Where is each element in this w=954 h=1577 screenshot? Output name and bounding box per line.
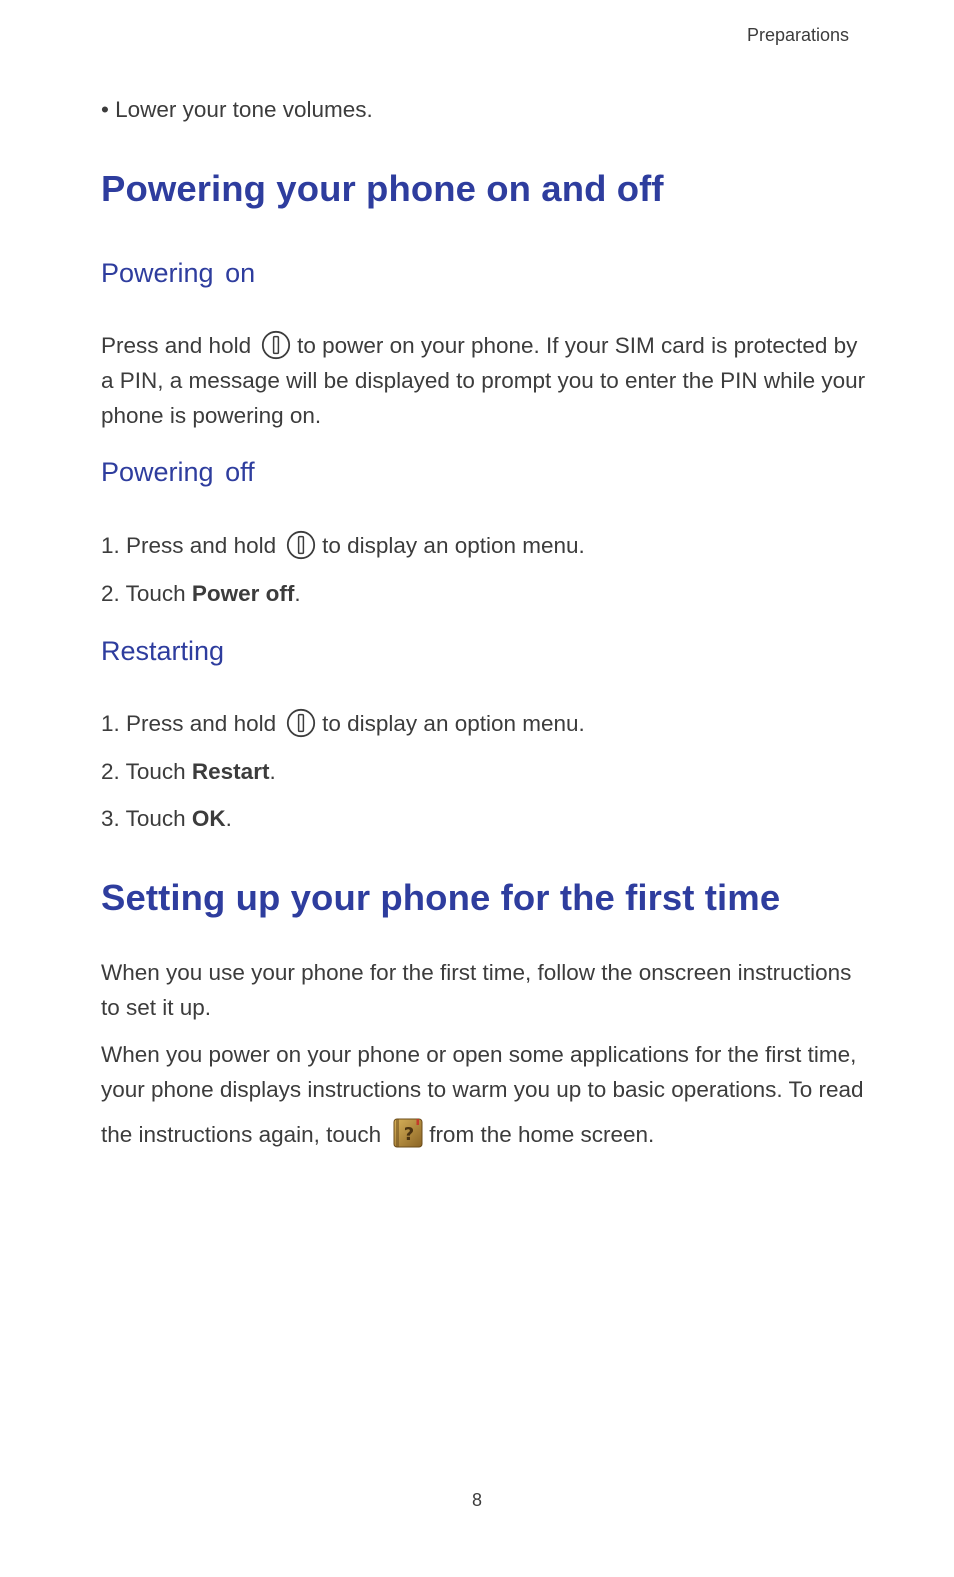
step-text: to display an option menu.	[322, 711, 585, 736]
power-icon	[261, 330, 291, 360]
powering-on-paragraph	[101, 328, 866, 433]
restarting-step-2	[101, 754, 276, 789]
subheading-powering-on: Powering on	[101, 258, 256, 288]
page-number: 8	[471, 1490, 482, 1510]
powering-off-step-1	[101, 528, 585, 563]
setup-para1-line-2: to set it up.	[101, 995, 212, 1020]
svg-text:?: ?	[403, 1124, 415, 1145]
step-text: .	[294, 581, 301, 606]
restart-label: Restart	[191, 759, 270, 784]
section-title-powering: Powering your phone on and off	[101, 168, 664, 209]
step-text: 1. Press and hold	[101, 533, 277, 558]
restarting-step-3	[101, 801, 232, 836]
subheading-restarting: Restarting	[101, 636, 225, 666]
ok-label: OK	[191, 806, 226, 831]
setup-para2-line-1: When you power on your phone or open some applications for the first time,	[101, 1042, 857, 1067]
setup-para1-line-1: When you use your phone for the first time, follow the onscreen instructions	[101, 960, 852, 985]
step-text: 1. Press and hold	[101, 711, 277, 736]
powering-off-step-2	[101, 576, 301, 611]
power-icon	[286, 708, 316, 738]
setup-para2-line-3	[101, 1117, 851, 1152]
step-text: 3. Touch	[101, 806, 192, 831]
power-icon	[286, 530, 316, 560]
setup-paragraph-1	[101, 955, 851, 1025]
step-text: .	[269, 759, 276, 784]
powering-on-text-a: Press and hold	[101, 333, 252, 358]
step-text: to display an option menu.	[322, 533, 585, 558]
power-off-label: Power off	[191, 581, 295, 606]
help-app-icon	[393, 1118, 423, 1148]
setup-para2-line-2: your phone displays instructions to warm you up to basic operations. To read	[101, 1077, 864, 1102]
step-text: .	[225, 806, 232, 831]
powering-on-text-b: to power on your phone. If your SIM card is protected by	[297, 333, 858, 358]
setup-text: the instructions again, touch	[101, 1122, 382, 1147]
setup-text: from the home screen.	[429, 1122, 655, 1147]
bullet-item: • Lower your tone volumes.	[101, 97, 373, 122]
section-title-setup: Setting up your phone for the first time	[101, 877, 781, 918]
step-text: 2. Touch	[101, 759, 192, 784]
running-header: Preparations	[746, 25, 849, 45]
step-text: 2. Touch	[101, 581, 192, 606]
powering-on-line-1	[101, 328, 858, 363]
subheading-powering-off: Powering off	[101, 457, 255, 487]
powering-on-line-2: a PIN, a message will be displayed to prompt you to enter the PIN while your	[101, 368, 866, 393]
setup-paragraph-2	[101, 1037, 864, 1152]
restarting-step-1	[101, 706, 585, 741]
powering-on-line-3: phone is powering on.	[101, 403, 322, 428]
